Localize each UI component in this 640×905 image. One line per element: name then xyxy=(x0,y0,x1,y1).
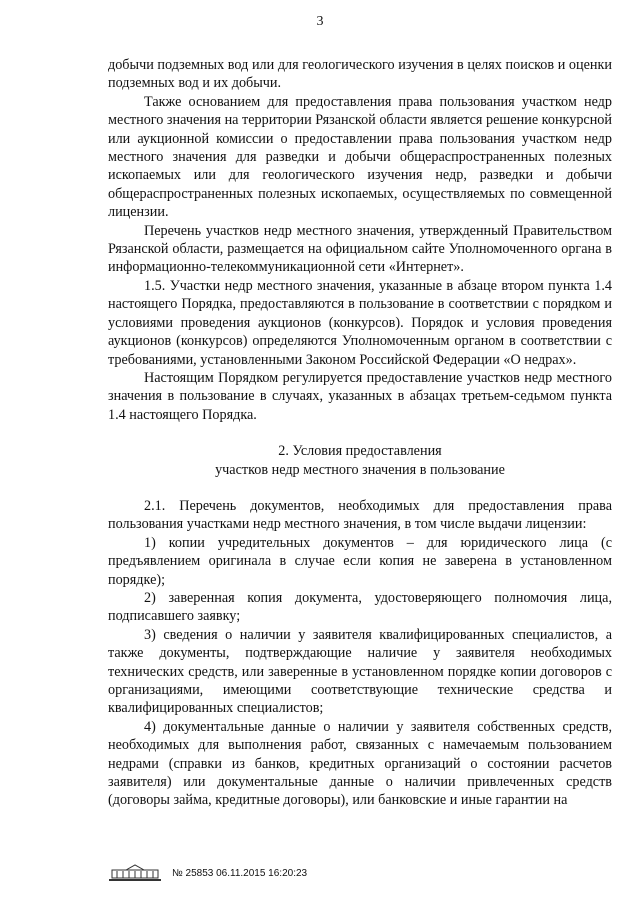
paragraph: 1.5. Участки недр местного значения, указанные в абзаце втором пункта 1.4 настоящего Порядка, предоставляются в пользование в соответствии с порядком и условиями проведения аукционов (конкурсов). Порядок и условия проведения аукционов (конкурсов) определяются Уполномоченным органом в соответствии с требованиями, установленными Законом Российской Федерации «О недрах». xyxy=(108,277,612,368)
list-item: 1) копии учредительных документов – для юридического лица (с предъявлением оригинала в случае если копия не заверена в установленном порядке); xyxy=(108,534,612,588)
document-body xyxy=(108,56,612,810)
document-footer xyxy=(108,864,307,882)
paragraph: 2.1. Перечень документов, необходимых для предоставления права пользования участками недр местного значения, в том числе выдачи лицензии: xyxy=(108,497,612,533)
document-stamp: № 25853 06.11.2015 16:20:23 xyxy=(172,867,308,879)
section-heading-line2: участков недр местного значения в пользование xyxy=(215,461,505,478)
list-item: 4) документальные данные о наличии у заявителя собственных средств, необходимых для выполнения работ, связанных с намечаемым пользованием недрами (справки из банков, кредитных организаций о состоянии расчетов заявителя) или документальные данные о наличии привлеченных средств (договоры займа, кредитные договоры), или банковские и иные гарантии на xyxy=(108,718,612,809)
list-item: 3) сведения о наличии у заявителя квалифицированных специалистов, а также документы, подтверждающие наличие у заявителя необходимых технических средств, или заверенные в установленном порядке копии договоров с организациями, имеющими соответствующие технические средства и квалифицированных специалистов; xyxy=(108,626,612,717)
paragraph: Также основанием для предоставления права пользования участком недр местного значения на территории Рязанской области является решение конкурсной или аукционной комиссии о предоставлении права пользования участком недр местного значения для разведки и добычи общераспространенных полезных ископаемых или для геологического изучения недр, разведки и добычи общераспространенных полезных ископаемых, осуществляемых по совмещенной лицензии. xyxy=(108,93,612,221)
section-heading-line1: 2. Условия предоставления xyxy=(278,443,442,460)
paragraph: Перечень участков недр местного значения, утвержденный Правительством Рязанской области, размещается на официальном сайте Уполномоченного органа в информационно-телекоммуникационной сети «Интернет». xyxy=(108,222,612,276)
paragraph: Настоящим Порядком регулируется предоставление участков недр местного значения в пользование в случаях, указанных в абзацах третьем-седьмом пункта 1.4 настоящего Порядка. xyxy=(108,369,612,423)
section-heading xyxy=(108,442,612,479)
paragraph-continuation: добычи подземных вод или для геологического изучения в целях поисков и оценки подземных вод и их добычи. xyxy=(108,57,612,92)
list-item: 2) заверенная копия документа, удостоверяющего полномочия лица, подписавшего заявку; xyxy=(108,589,612,625)
page-number: 3 xyxy=(316,14,324,29)
building-logo-icon xyxy=(108,864,162,882)
